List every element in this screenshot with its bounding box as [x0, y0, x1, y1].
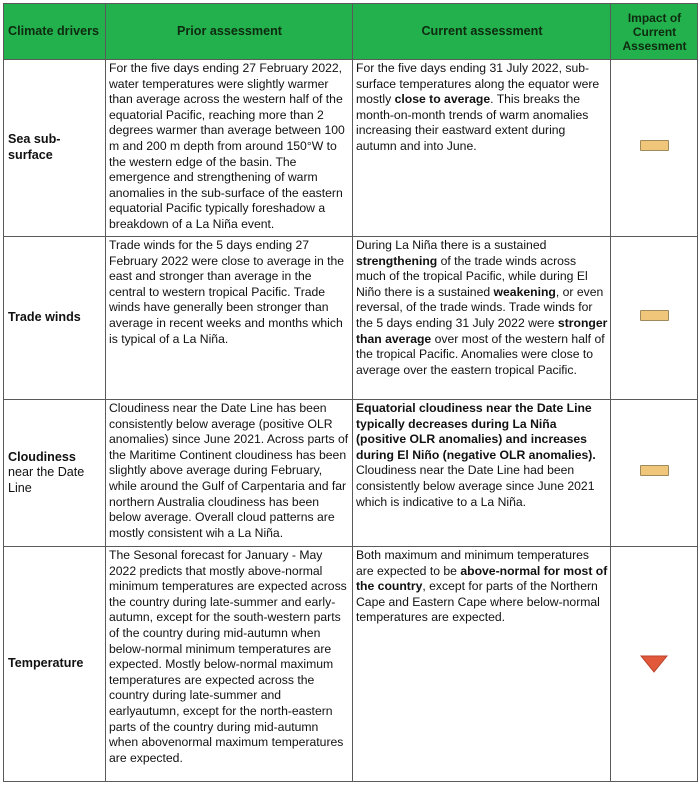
driver-name: Cloudiness: [8, 449, 76, 464]
bold-text-run: stronger than average: [356, 315, 608, 346]
impact-cell: [611, 60, 698, 237]
header-prior-assessment: Prior assessment: [106, 4, 353, 60]
driver-cell: [4, 547, 106, 782]
text-run: Cloudiness near the Date Line had been consistently below average since June 2021 which is indicative to a La Niña.: [356, 463, 595, 509]
bold-text-run: Equatorial cloudiness near the Date Line typically decreases during La Niña (positive OLR anomalies) and increases during El Niño (negative OLR anomalies).: [356, 401, 596, 462]
impact-cell: [611, 400, 698, 547]
header-climate-drivers: Climate drivers: [4, 4, 106, 60]
table-row: [4, 237, 698, 400]
bold-text-run: above-normal for most of the country: [356, 563, 608, 594]
prior-assessment-cell: The Sesonal forecast for January - May 2022 predicts that mostly above-normal minimum temperatures are expected across the country during late-summer and early-autumn, except for the south-western parts of the country during mid-autumn when below-normal minimum temperatures are expected. Mostly below-normal maximum temperatures are expected across the country during late-summer and earlyautumn, except for the north-eastern parts of the country during mid-autumn when abovenormal maximum temperatures are expected.: [106, 547, 353, 782]
current-assessment-cell: [353, 547, 611, 782]
driver-name: Sea sub-surface: [8, 132, 61, 162]
driver-cell: [4, 237, 106, 400]
bold-text-run: close to average: [394, 92, 491, 107]
text-run: Cape and Eastern Cape where below-normal temperatures are expected.: [356, 594, 600, 625]
table-header-row: [4, 4, 698, 60]
driver-cell: [4, 400, 106, 547]
driver-cell: [4, 60, 106, 237]
text-run: , or even reversal, of the trade winds. Trade winds for the 5 days ending 31 July 2022 were: [356, 284, 604, 330]
current-assessment-cell: [353, 60, 611, 237]
climate-drivers-table: [3, 3, 698, 782]
prior-assessment-cell: For the five days ending 27 February 2022, water temperatures were slightly warmer than average across the western half of the equatorial Pacific, reaching more than 2 degrees warmer than average between 100 m and 200 m depth from around 150°W to the western edge of the basin. The emergence and strengthening of warm anomalies in the sub-surface of the eastern equatorial Pacific typically foreshadow a breakdown of a La Niña event.: [106, 60, 353, 237]
neutral-dash-icon: [640, 465, 669, 476]
text-run: , except for parts of the Northern: [422, 579, 598, 594]
neutral-dash-icon: [640, 140, 669, 151]
driver-name-rest: near the Date Line: [8, 465, 85, 495]
down-triangle-icon: [640, 655, 668, 673]
text-run: of the trade winds across much of the tropical Pacific, while during El Niño there is a sustained: [356, 253, 588, 299]
text-run: . This breaks the month-on-month trends of warm anomalies increasing their eastward extent during autumn and into June.: [356, 92, 589, 153]
neutral-dash-icon: [640, 310, 669, 321]
text-run: For the five days ending 31 July 2022, sub-surface temperatures along the equator were mostly: [356, 61, 600, 107]
impact-cell: [611, 237, 698, 400]
driver-name: Temperature: [8, 656, 84, 671]
bold-text-run: strengthening: [356, 253, 438, 268]
table-row: [4, 60, 698, 237]
prior-assessment-cell: Trade winds for the 5 days ending 27 February 2022 were close to average in the east and stronger than average in the central to western tropical Pacific. Trade winds have generally been stronger than average in recent weeks and months which is typical of a La Niña.: [106, 237, 353, 400]
current-assessment-cell: [353, 400, 611, 547]
prior-assessment-cell: Cloudiness near the Date Line has been consistently below average (positive OLR anomalies) since June 2021. Across parts of the Maritime Continent cloudiness has been slightly above average during February, while around the Gulf of Carpentaria and far northern Australia cloudiness has been below average. Overall cloud patterns are mostly consistent wih a La Niña.: [106, 400, 353, 547]
text-run: During La Niña there is a sustained: [356, 238, 547, 252]
text-run: Both maximum and minimum temperatures are expected to be: [356, 548, 589, 578]
current-assessment-cell: [353, 237, 611, 400]
bold-text-run: weakening: [493, 284, 556, 299]
text-run: over most of the western half of the tropical Pacific. Anomalies were close to average over the eastern tropical Pacific.: [356, 331, 605, 377]
driver-name: Trade winds: [8, 310, 81, 325]
table-row: [4, 547, 698, 782]
impact-cell: [611, 547, 698, 782]
header-current-assessment: Current assessment: [353, 4, 611, 60]
table-row: [4, 400, 698, 547]
header-impact: Impact of Current Assesment: [611, 4, 698, 60]
